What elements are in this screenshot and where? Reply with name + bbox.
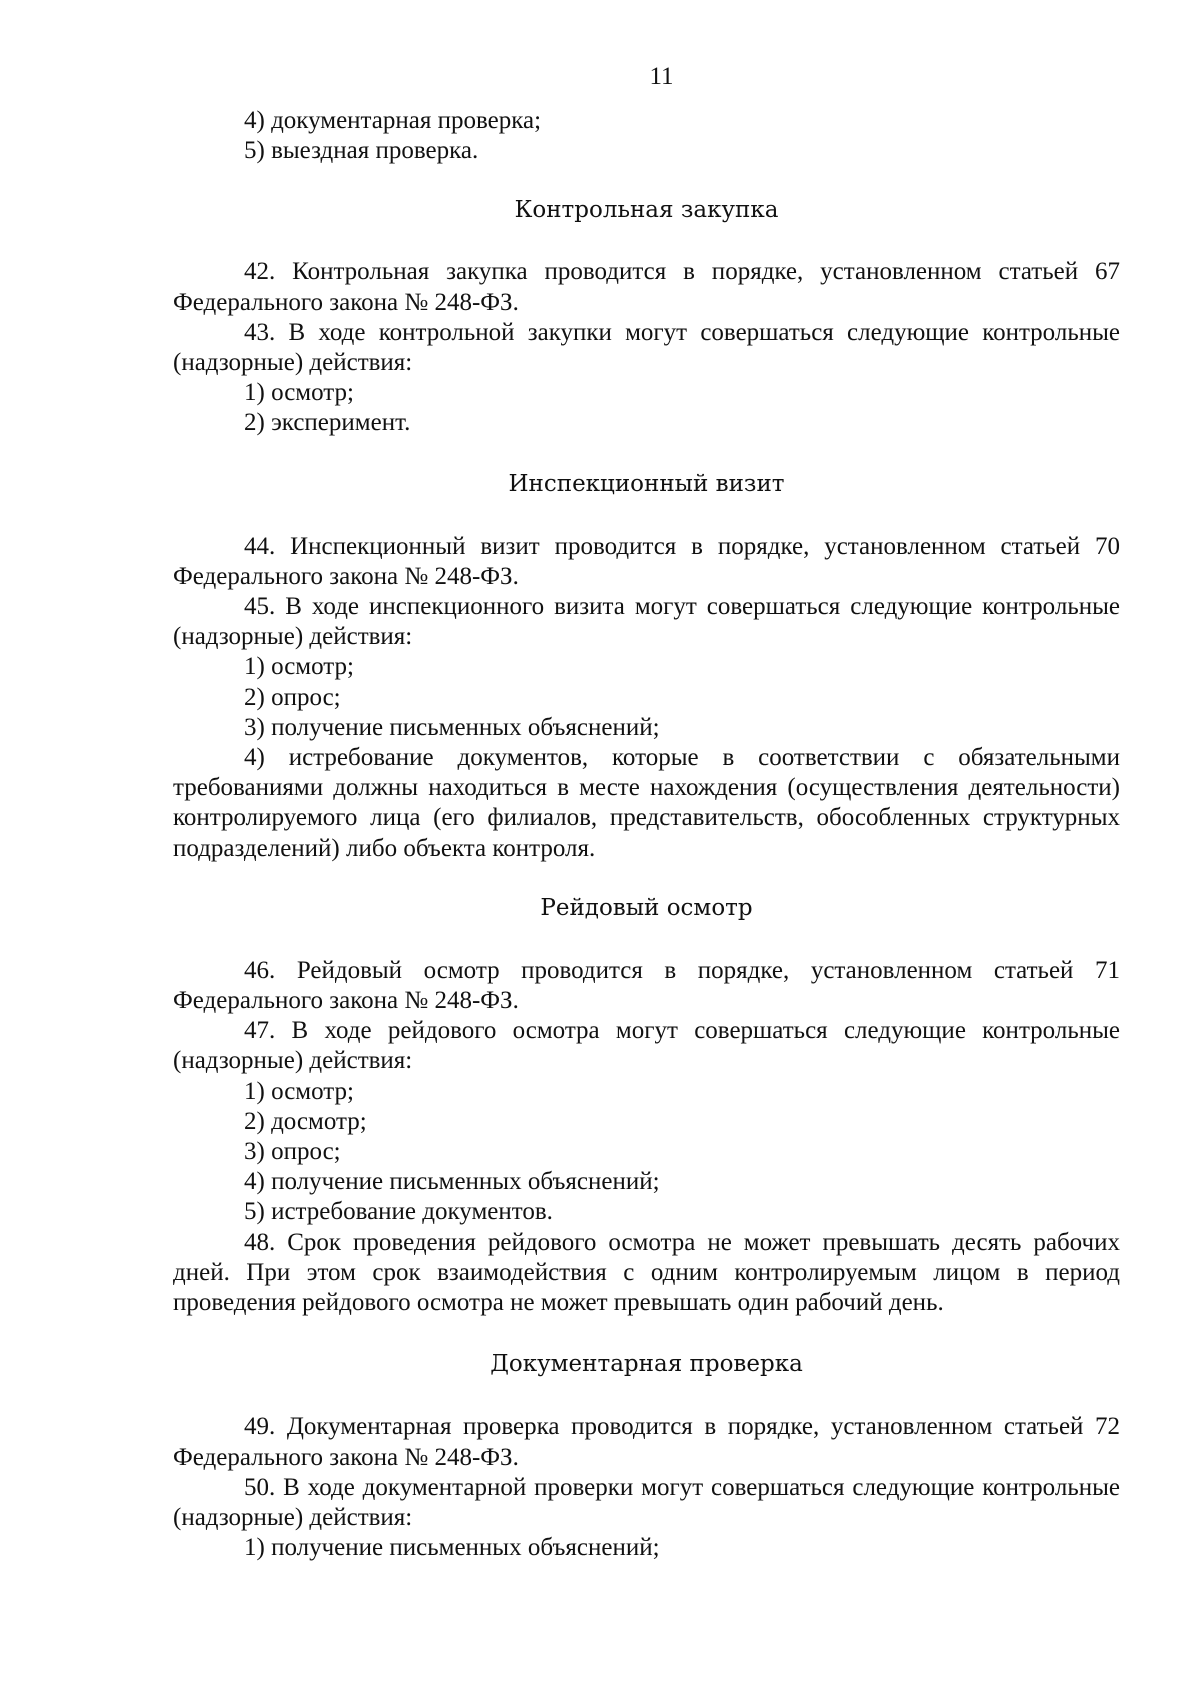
section-heading-control-purchase: Контрольная закупка [514, 197, 779, 224]
list-item: 1) получение письменных объяснений; [244, 1534, 660, 1562]
list-item: 5) выездная проверка. [244, 137, 479, 165]
section-heading-documentary-check: Документарная проверка [490, 1351, 803, 1378]
list-item: 4) истребование документов, которые в соответствии с обязательными требованиями должны находиться в месте нахождения (осуществления деятельности) контролируемого лица (его филиалов, представительств, обособленных структурных подразделений) либо объекта контроля. [173, 744, 1120, 862]
section-heading-raid-inspection: Рейдовый осмотр [540, 894, 753, 921]
section-heading-inspection-visit: Инспекционный визит [508, 470, 785, 497]
page-number: 11 [649, 63, 674, 90]
paragraph-44: 44. Инспекционный визит проводится в порядке, установленном статьей 70 Федерального закона № 248-ФЗ. [173, 532, 1120, 590]
list-item: 2) эксперимент. [244, 409, 411, 437]
list-item: 1) осмотр; [244, 653, 354, 681]
list-item: 2) досмотр; [244, 1107, 367, 1135]
paragraph-45: 45. В ходе инспекционного визита могут совершаться следующие контрольные (надзорные) действия: [173, 593, 1120, 651]
list-item: 4) документарная проверка; [244, 107, 542, 134]
list-item: 4) получение письменных объяснений; [244, 1168, 660, 1196]
paragraph-46: 46. Рейдовый осмотр проводится в порядке, установленном статьей 71 Федерального закона № 248-ФЗ. [173, 956, 1120, 1015]
list-item: 5) истребование документов. [244, 1198, 553, 1226]
list-item: 1) осмотр; [244, 1077, 354, 1105]
paragraph-48: 48. Срок проведения рейдового осмотра не может превышать десять рабочих дней. При этом срок взаимодействия с одним контролируемым лицом в период проведения рейдового осмотра не может превышать один рабочий день. [173, 1228, 1120, 1317]
paragraph-47: 47. В ходе рейдового осмотра могут совершаться следующие контрольные (надзорные) действия: [173, 1017, 1120, 1075]
paragraph-42: 42. Контрольная закупка проводится в порядке, установленном статьей 67 Федерального закона № 248-ФЗ. [173, 258, 1120, 316]
list-item: 1) осмотр; [244, 379, 354, 407]
paragraph-49: 49. Документарная проверка проводится в порядке, установленном статьей 72 Федерального закона № 248-ФЗ. [173, 1413, 1120, 1471]
paragraph-43: 43. В ходе контрольной закупки могут совершаться следующие контрольные (надзорные) действия: [173, 318, 1120, 377]
list-item: 3) опрос; [244, 1138, 341, 1166]
page-content [173, 62, 1120, 1563]
list-item: 3) получение письменных объяснений; [244, 713, 660, 741]
paragraph-50: 50. В ходе документарной проверки могут совершаться следующие контрольные (надзорные) действия: [173, 1473, 1120, 1531]
list-item: 2) опрос; [244, 683, 341, 711]
